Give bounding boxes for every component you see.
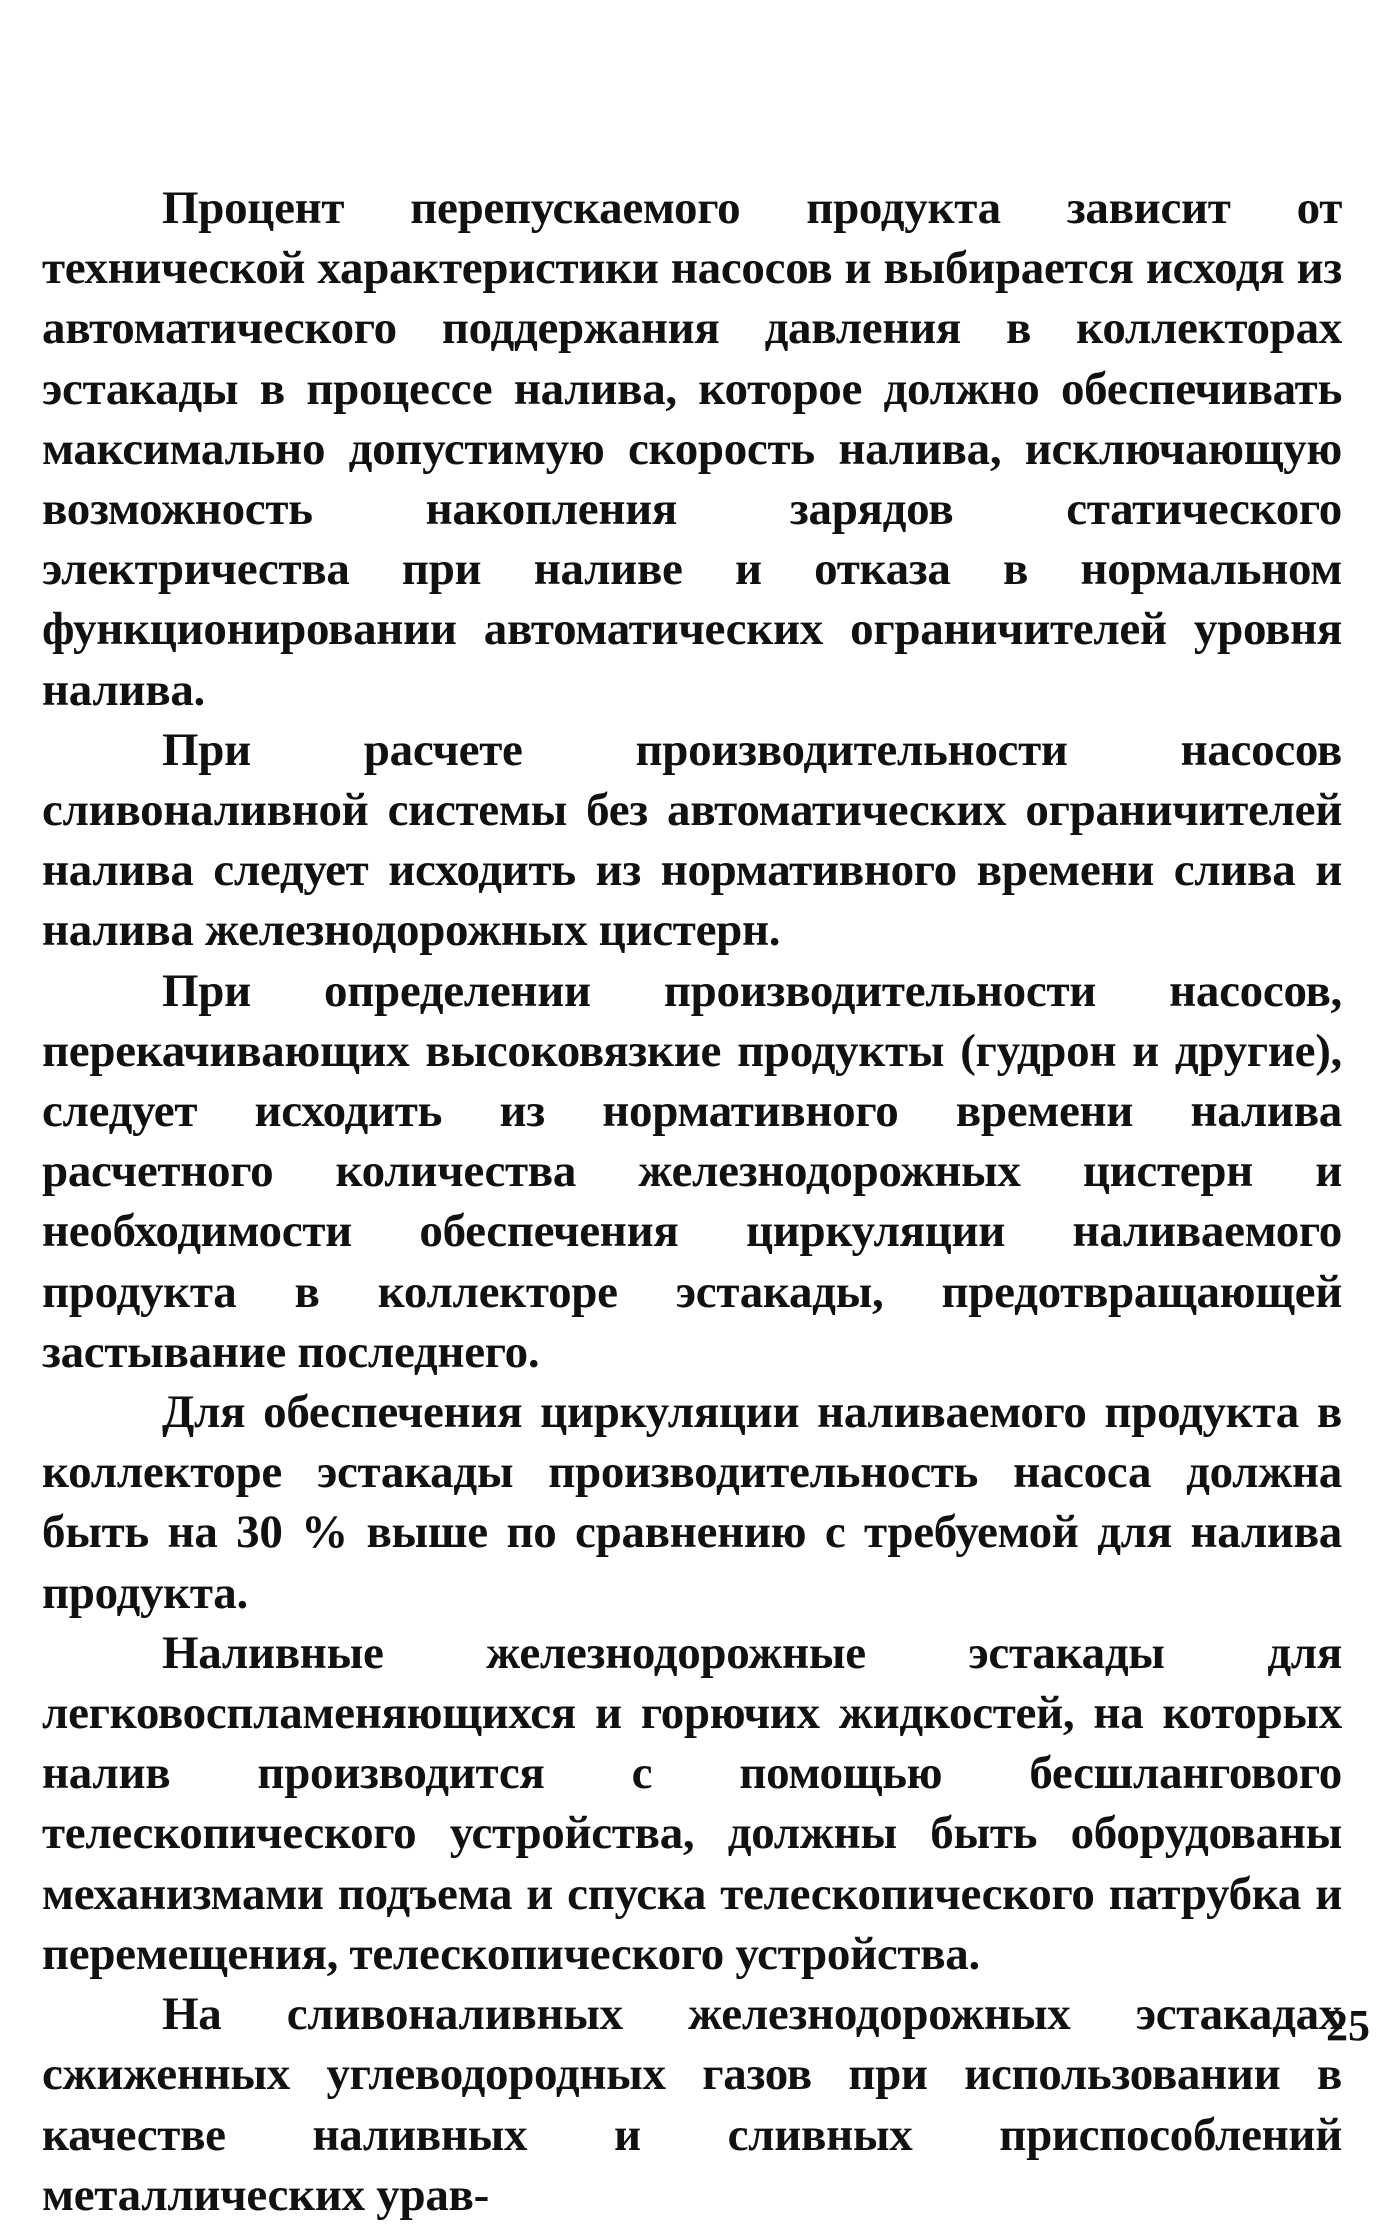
body-text (42, 178, 1342, 2225)
paragraph: Для обеспечения циркуляции наливаемого продукта в коллекторе эстакады производительность насоса должна быть на 30 % выше по сравнению с требуемой для налива продукта. (42, 1386, 1342, 1619)
paragraph: При расчете производительности насосов сливоналивной системы без автоматических ограничителей налива следует исходить из нормативного времени слива и налива железнодорожных цистерн. (42, 723, 1342, 957)
page-number: 25 (1326, 2001, 1370, 2050)
paragraph: Наливные железнодорожные эстакады для легковоспламеняющихся и горючих жидкостей, на которых налив производится с помощью бесшлангового телескопического устройства, должны быть оборудованы механизмами подъема и спуска телескопического патрубка и перемещения, телескопического устройства. (42, 1626, 1342, 1980)
paragraph: На сливоналивных железнодорожных эстакадах сжиженных углеводородных газов при использовании в качестве наливных и сливных приспособлений металлических урав- (42, 1988, 1342, 2221)
paragraph: Процент перепускаемого продукта зависит от технической характеристики насосов и выбирается исходя из автоматического поддержания давления в коллекторах эстакады в процессе налива, которое должно обеспечивать максимально допустимую скорость налива, исключающую возможность накопления зарядов статического электричества при наливе и отказа в нормальном функционировании автоматических ограничителей уровня налива. (42, 182, 1342, 716)
paragraph: При определении производительности насосов, перекачивающих высоковязкие продукты (гудрон и другие), следует исходить из нормативного времени налива расчетного количества железнодорожных цистерн и необходимости обеспечения циркуляции наливаемого продукта в коллекторе эстакады, предотвращающей застывание последнего. (42, 964, 1342, 1378)
